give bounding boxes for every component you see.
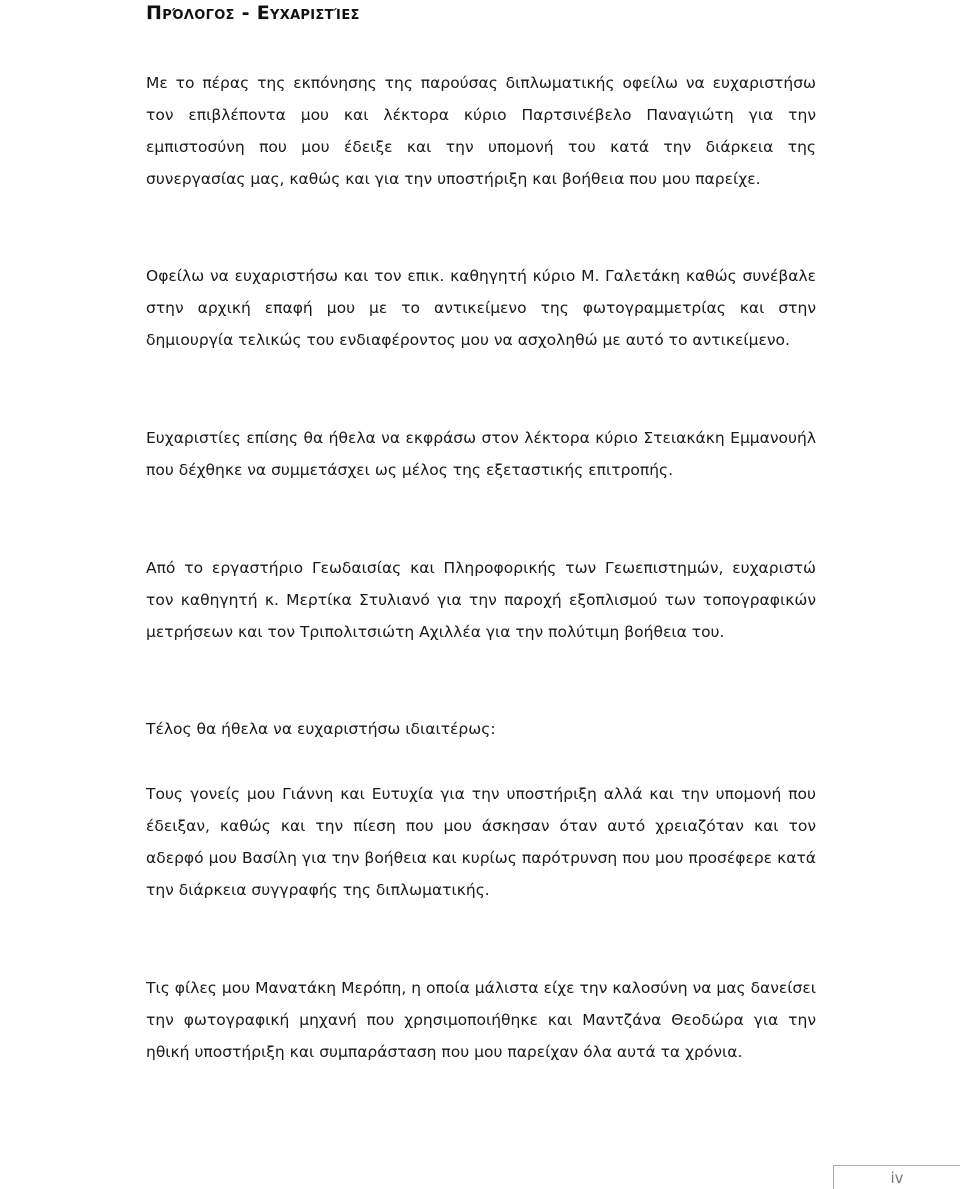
page-number-box — [833, 1165, 960, 1189]
paragraph-7: Τις φίλες μου Μανατάκη Μερόπη, η οποία μάλιστα είχε την καλοσύνη να μας δανείσει την φωτογραφική μηχανή που χρησιμοποιήθηκε και Μαντζάνα Θεοδώρα για την ηθική υποστήριξη και συμπαράσταση που μου παρείχαν όλα αυτά τα χρόνια. — [146, 979, 816, 1061]
page-number: iv — [890, 1169, 904, 1187]
paragraph-6: Τους γονείς μου Γιάννη και Ευτυχία για την υποστήριξη αλλά και την υπομονή που έδειξαν, καθώς και την πίεση που μου άσκησαν όταν αυτό χρειαζόταν και τον αδερφό μου Βασίλη για την βοήθεια και κυρίως παρότρυνση που μου προσέφερε κατά την διάρκεια συγγραφής της διπλωματικής. — [146, 785, 816, 899]
paragraph-3: Ευχαριστίες επίσης θα ήθελα να εκφράσω στον λέκτορα κύριο Στειακάκη Εμμανουήλ που δέχθηκε να συμμετάσχει ως μέλος της εξεταστικής επιτροπής. — [146, 429, 816, 479]
paragraph-5: Τέλος θα ήθελα να ευχαριστήσω ιδιαιτέρως: — [146, 720, 496, 738]
paragraph-1: Με το πέρας της εκπόνησης της παρούσας διπλωματικής οφείλω να ευχαριστήσω τον επιβλέποντα μου και λέκτορα κύριο Παρτσινέβελο Παναγιώτη για την εμπιστοσύνη που μου έδειξε και την υπομονή του κατά την διάρκεια της συνεργασίας μας, καθώς και για την υποστήριξη και βοήθεια που μου παρείχε. — [146, 74, 816, 188]
paragraph-4: Από το εργαστήριο Γεωδαισίας και Πληροφορικής των Γεωεπιστημών, ευχαριστώ τον καθηγητή κ. Μερτίκα Στυλιανό για την παροχή εξοπλισμού των τοπογραφικών μετρήσεων και τον Τριπολιτσιώτη Αχιλλέα για την πολύτιμη βοήθεια του. — [146, 559, 816, 641]
paragraph-2: Οφείλω να ευχαριστήσω και τον επικ. καθηγητή κύριο Μ. Γαλετάκη καθώς συνέβαλε στην αρχική επαφή μου με το αντικείμενο της φωτογραμμετρίας και στην δημιουργία τελικώς του ενδιαφέροντος μου να ασχοληθώ με αυτό το αντικείμενο. — [146, 267, 816, 349]
page-title: Πρόλογος - Ευχαριστίες — [146, 2, 360, 24]
